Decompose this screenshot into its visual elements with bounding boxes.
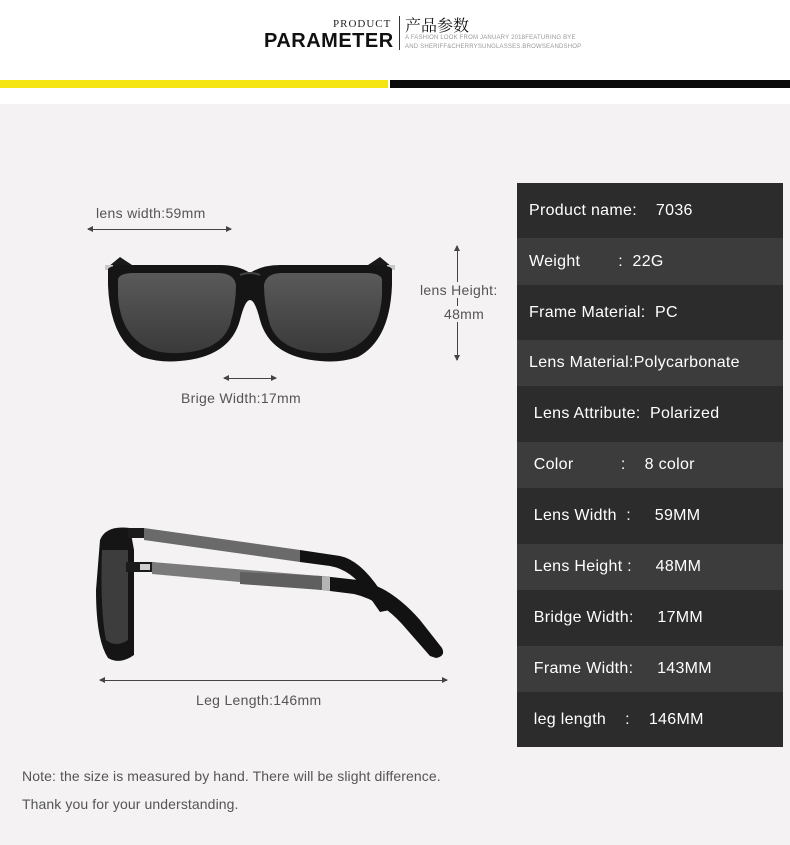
spec-row: Bridge Width: 17MM bbox=[517, 590, 783, 646]
lens-width-label: lens width:59mm bbox=[96, 205, 206, 221]
leg-length-label: Leg Length:146mm bbox=[196, 692, 322, 708]
leg-length-arrow bbox=[100, 680, 447, 681]
spec-row: Frame Material: PC bbox=[517, 285, 783, 340]
header-product-label: PRODUCT bbox=[333, 18, 392, 30]
bridge-width-arrow bbox=[224, 378, 276, 379]
header bbox=[0, 0, 790, 80]
bridge-width-label: Brige Width:17mm bbox=[181, 390, 301, 406]
note-line-1: Note: the size is measured by hand. There will be slight difference. bbox=[22, 768, 441, 784]
black-bar bbox=[390, 80, 790, 88]
yellow-bar bbox=[0, 80, 388, 88]
lens-height-value: 48mm bbox=[444, 306, 485, 322]
header-title-cn: 产品参数 bbox=[405, 16, 470, 35]
sunglasses-front-image bbox=[100, 245, 400, 370]
spec-table bbox=[517, 183, 783, 747]
lens-height-arrow bbox=[457, 246, 458, 360]
sunglasses-side-image bbox=[90, 520, 460, 670]
note-line-2: Thank you for your understanding. bbox=[22, 796, 239, 812]
header-subtitle bbox=[405, 34, 585, 52]
spec-row: Lens Material:Polycarbonate bbox=[517, 340, 783, 386]
header-divider bbox=[399, 16, 400, 50]
header-parameter-title: PARAMETER bbox=[264, 30, 394, 52]
spec-row: Lens Attribute: Polarized bbox=[517, 386, 783, 442]
header-subtitle-line1: A FASHION LOOK FROM JANUARY 2018FEATURING BYE bbox=[405, 35, 576, 41]
spec-row: Lens Width : 59MM bbox=[517, 488, 783, 544]
lens-height-label: lens Height: bbox=[420, 282, 498, 298]
spec-row: Weight : 22G bbox=[517, 238, 783, 285]
spec-row: Color : 8 color bbox=[517, 442, 783, 488]
spec-row: leg length : 146MM bbox=[517, 692, 783, 747]
spec-row: Frame Width: 143MM bbox=[517, 646, 783, 692]
header-subtitle-line2: AND SHERIFF&CHERRYSUNGLASSES.BROWSEANDSHOP bbox=[405, 44, 582, 50]
lens-width-arrow bbox=[88, 229, 231, 230]
spec-row: Product name: 7036 bbox=[517, 183, 783, 238]
spec-row: Lens Height : 48MM bbox=[517, 544, 783, 590]
